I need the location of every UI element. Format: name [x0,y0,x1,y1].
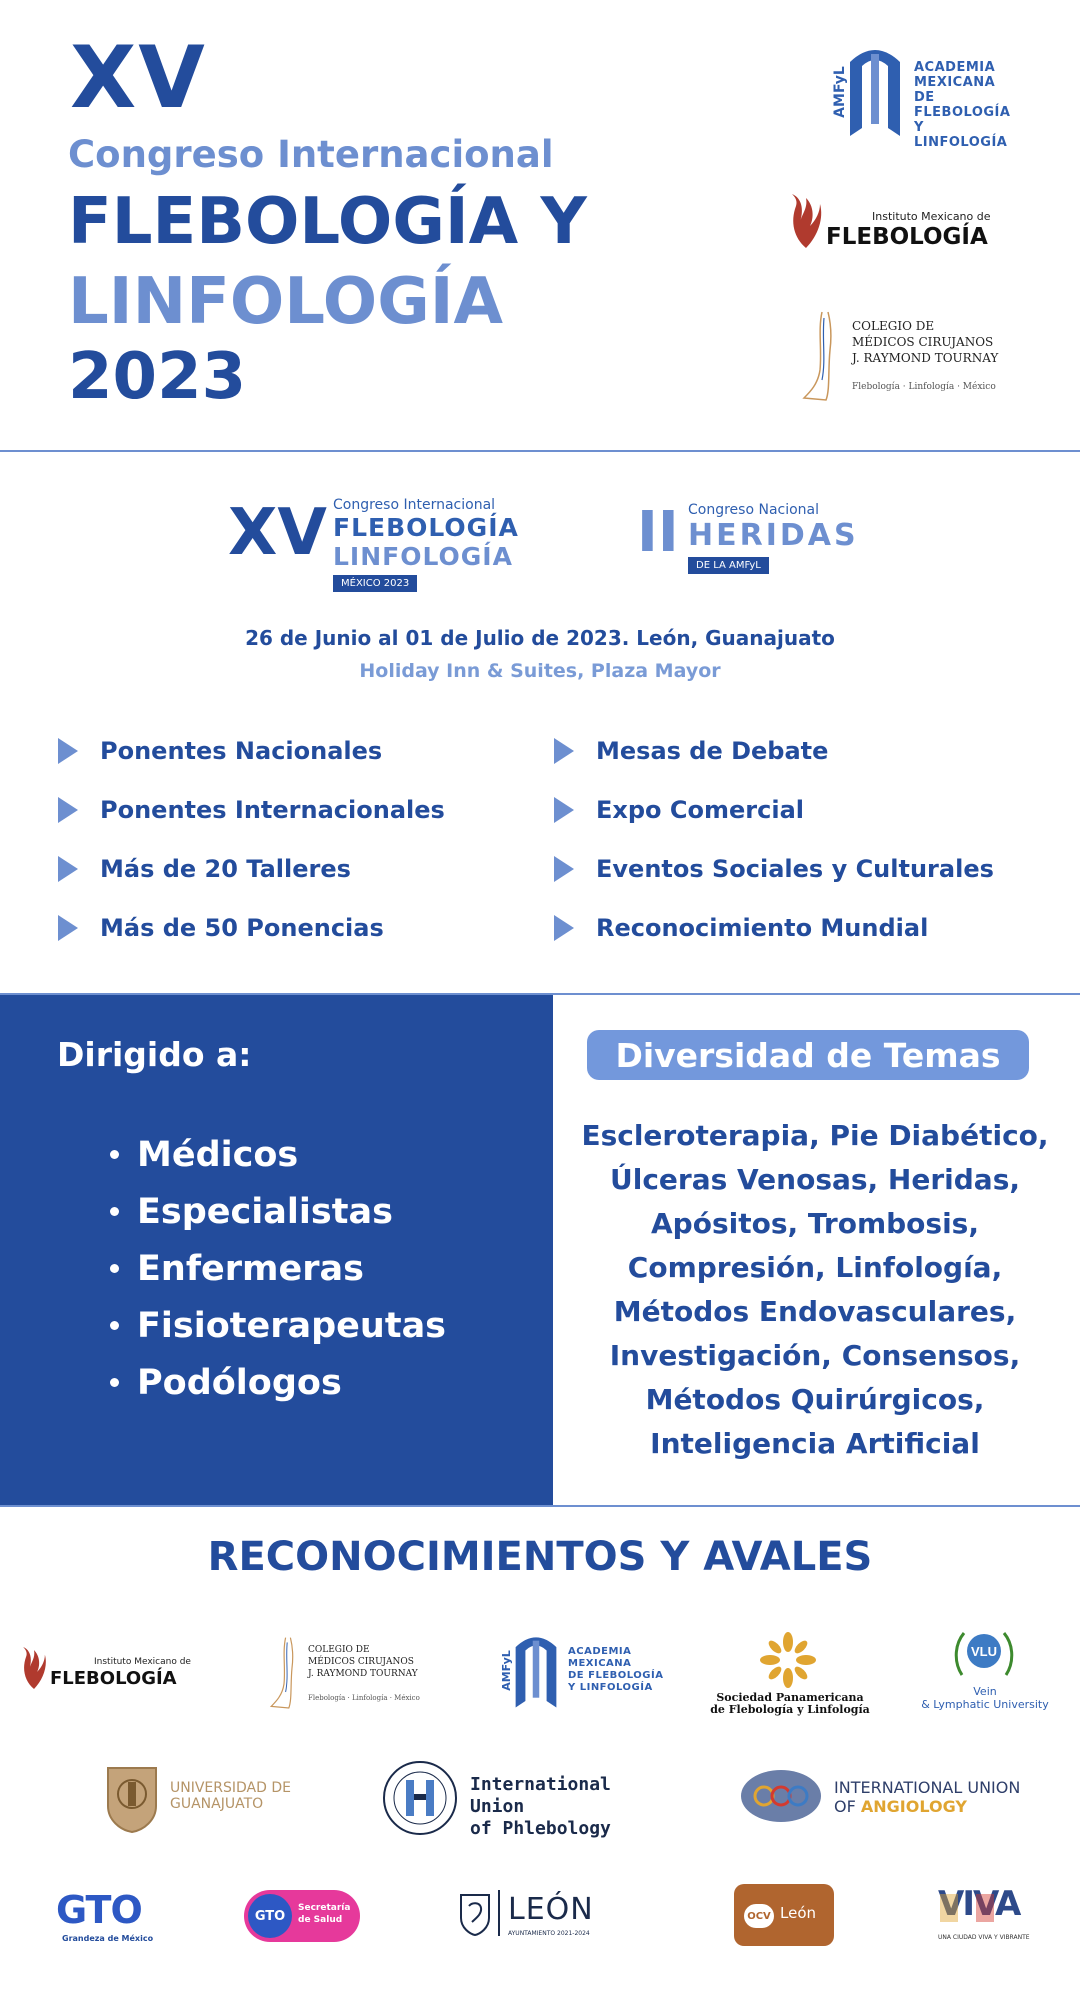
edition-number: XV [70,28,207,128]
feature-item [554,914,928,942]
imf-logo [788,192,1028,252]
ug-line-1: UNIVERSIDAD DE [170,1780,291,1796]
vlu-line-2: & Lymphatic University [921,1698,1049,1711]
play-triangle-icon [554,915,574,941]
colegio-logo-small [268,1636,448,1712]
ci-linfologia: LINFOLOGÍA [333,542,513,571]
amfyl-line-3: DE FLEBOLOGÍA [914,90,1011,120]
column-icon [514,1632,558,1708]
vlu-badge: VLU [971,1644,997,1659]
title-line-1: FLEBOLOGÍA Y [68,185,587,259]
ocv-leon: León [780,1904,817,1922]
salud-logo [244,1890,360,1942]
audience-label: Médicos [137,1134,299,1175]
congress-subtitle: Congreso Internacional [68,133,554,176]
feature-label: Mesas de Debate [596,737,829,765]
play-triangle-icon [58,797,78,823]
iup-line-1: International Union [470,1774,611,1817]
university-seal-icon [100,1760,164,1834]
amfyl-line-1: ACADEMIA [568,1646,632,1657]
viva-tagline: UNA CIUDAD VIVA Y VIBRANTE [938,1934,1030,1941]
audience-title: Dirigido a: [57,1035,252,1074]
colegio-line-3: J. RAYMOND TOURNAY [852,351,999,365]
bullet-icon [110,1321,119,1330]
feature-label: Más de 50 Ponencias [100,914,384,942]
amfyl-vertical-text: AMFyL [831,66,848,118]
vein-flame-icon [20,1645,48,1691]
leg-icon [800,310,840,405]
ci-flebologia: FLEBOLOGÍA [333,513,519,542]
play-triangle-icon [58,856,78,882]
amfyl-line-2: MEXICANA [568,1658,632,1669]
topic-line: Escleroterapia, Pie Diabético, [581,1119,1049,1152]
amfyl-line-3: DE FLEBOLOGÍA [568,1670,664,1681]
feature-item [554,855,994,883]
amfyl-line-1: ACADEMIA [914,60,996,75]
imf-big-text: FLEBOLOGÍA [826,224,988,250]
feature-label: Eventos Sociales y Culturales [596,855,994,883]
gto-logo [56,1888,176,1948]
audience-item [110,1354,446,1411]
gto-text: GTO [56,1888,142,1932]
topic-line: Úlceras Venosas, Heridas, [609,1163,1021,1196]
feature-item [554,737,828,765]
colegio-line-1: COLEGIO DE [852,319,935,333]
ocv-badge: OCV [744,1904,774,1928]
colegio-line-1: COLEGIO DE [308,1645,370,1655]
leon-tagline: AYUNTAMIENTO 2021-2024 [508,1930,590,1937]
feature-item [58,914,384,942]
colegio-logo [800,310,1030,405]
audience-label: Especialistas [137,1191,393,1232]
iua-logo [738,1768,1068,1828]
panel-divider [0,1505,1080,1507]
feature-label: Ponentes Nacionales [100,737,383,765]
iua-of: OF [834,1797,856,1816]
leon-logo [458,1888,608,1948]
audience-item [110,1126,446,1183]
audience-label: Enfermeras [137,1248,364,1289]
topic-line: Métodos Endovasculares, [613,1295,1017,1328]
leon-text: LEÓN [508,1892,594,1927]
gto-circle-text: GTO [248,1894,292,1938]
iua-angiology: ANGIOLOGY [860,1797,967,1816]
ci-label: Congreso Internacional [333,497,496,513]
amfyl-line-4: Y LINFOLOGÍA [914,120,1008,150]
spm-line-1: Sociedad Panamericana [716,1691,864,1704]
iua-line-2 [834,1797,1020,1816]
play-triangle-icon [554,797,574,823]
event-dates: 26 de Junio al 01 de Julio de 2023. León, Guanajuato [245,626,835,650]
audience-label: Podólogos [137,1362,342,1403]
column-icon [848,44,902,136]
ci-mexico-badge: MÉXICO 2023 [333,575,417,592]
play-triangle-icon [554,738,574,764]
heridas-logo [688,502,859,574]
audience-label: Fisioterapeutas [137,1305,447,1346]
amfyl-logo-small [496,1632,666,1712]
play-triangle-icon [554,856,574,882]
salud-line-1: Secretaría [298,1903,351,1913]
imf-small-text: Instituto Mexicano de [94,1657,191,1667]
audience-list [110,1126,446,1411]
bullet-icon [110,1207,119,1216]
spm-logo [700,1632,880,1716]
congress-ii: II [637,500,679,565]
amfyl-line-4: Y LINFOLOGÍA [568,1682,653,1693]
amfyl-line-2: MEXICANA [914,75,996,90]
topics-title: Diversidad de Temas [587,1030,1029,1080]
vein-flame-icon [788,192,824,250]
topic-line: Investigación, Consensos, [609,1339,1021,1372]
recognition-title: RECONOCIMIENTOS Y AVALES [207,1534,873,1580]
viva-logo [938,1884,1028,1950]
phlebology-seal-icon [382,1760,458,1836]
topic-line: Compresión, Linfología, [627,1251,1003,1284]
iup-logo [382,1760,672,1839]
feature-label: Expo Comercial [596,796,804,824]
feature-item [58,737,382,765]
bullet-icon [110,1264,119,1273]
imf-small-text: Instituto Mexicano de [872,210,991,223]
wheat-star-icon [760,1632,816,1688]
topic-line: Apósitos, Trombosis, [651,1207,979,1240]
feature-item [554,796,804,824]
topic-line: Métodos Quirúrgicos, [645,1383,985,1416]
feature-label: Más de 20 Talleres [100,855,351,883]
cn-label: Congreso Nacional [688,502,820,518]
event-venue: Holiday Inn & Suites, Plaza Mayor [359,660,721,682]
congress-xv: XV [228,496,327,570]
leg-icon [268,1636,300,1712]
title-line-2: LINFOLOGÍA [68,265,504,339]
bullet-icon [110,1150,119,1159]
congress-xv-logo [333,497,519,592]
audience-item [110,1183,446,1240]
imf-logo-small [20,1645,220,1695]
vlu-logo [910,1625,1060,1717]
spm-line-2: de Flebología y Linfología [710,1703,870,1716]
laurel-globe-icon [952,1625,1016,1683]
title-year: 2023 [68,340,247,414]
cn-heridas: HERIDAS [688,518,859,553]
audience-item [110,1297,446,1354]
amfyl-logo [826,44,1016,150]
amfyl-vertical-text: AMFyL [499,1650,513,1691]
angiology-globe-icon [738,1768,824,1824]
colegio-line-2: MÉDICOS CIRUJANOS [852,335,994,349]
imf-big-text: FLEBOLOGÍA [50,1668,177,1689]
ug-line-2: GUANAJUATO [170,1796,264,1812]
salud-line-2: de Salud [298,1915,343,1925]
feature-label: Reconocimiento Mundial [596,914,929,942]
vlu-line-1: Vein [973,1685,997,1698]
play-triangle-icon [58,738,78,764]
viva-text: VIVA [938,1884,1020,1924]
bullet-icon [110,1378,119,1387]
cn-amfyl-badge: DE LA AMFyL [688,557,769,574]
audience-item [110,1240,446,1297]
ug-logo [100,1760,300,1836]
colegio-line-2: MÉDICOS CIRUJANOS [308,1657,414,1667]
feature-item [58,796,445,824]
colegio-tagline: Flebología · Linfología · México [852,382,996,392]
play-triangle-icon [58,915,78,941]
gto-tagline: Grandeza de México [62,1934,154,1943]
header-divider [0,450,1080,452]
lion-shield-icon [458,1892,492,1936]
ocv-logo [734,1884,834,1946]
colegio-line-3: J. RAYMOND TOURNAY [308,1669,418,1679]
feature-label: Ponentes Internacionales [100,796,445,824]
topics-list [560,1114,1070,1466]
iua-line-1: INTERNATIONAL UNION [834,1778,1021,1797]
topic-line: Inteligencia Artificial [650,1427,980,1460]
colegio-tagline: Flebología · Linfología · México [308,1694,420,1702]
feature-item [58,855,351,883]
iup-line-2: of Phlebology [470,1818,611,1839]
